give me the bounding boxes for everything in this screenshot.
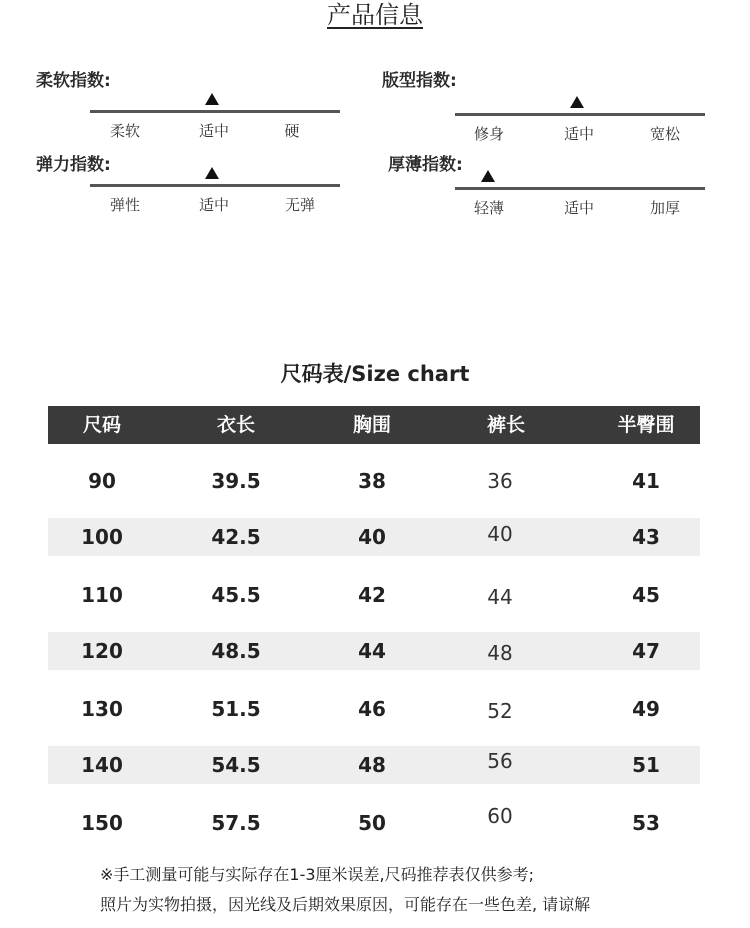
thickness-scale-line [455, 187, 705, 190]
cell-length: 48.5 [211, 639, 261, 663]
fit-marker-icon [570, 96, 584, 108]
cell-hip: 45 [632, 583, 660, 607]
elasticity-index-label: 弹力指数: [36, 155, 111, 175]
table-row [48, 690, 700, 728]
cell-pants-length: 52 [487, 699, 513, 723]
fit-index-label: 版型指数: [382, 71, 457, 91]
cell-size: 100 [81, 525, 123, 549]
cell-chest: 44 [358, 639, 386, 663]
header-hip: 半臀围 [617, 414, 675, 436]
softness-option-soft: 柔软 [109, 122, 140, 140]
elasticity-option-medium: 适中 [198, 196, 229, 214]
cell-hip: 53 [632, 811, 660, 835]
cell-length: 57.5 [211, 811, 261, 835]
softness-scale-line [90, 110, 340, 113]
cell-length: 51.5 [211, 697, 261, 721]
table-row [48, 632, 700, 670]
cell-size: 140 [81, 753, 123, 777]
thickness-option-thin: 轻薄 [473, 199, 504, 217]
header-chest: 胸围 [352, 414, 391, 436]
fit-option-slim: 修身 [473, 125, 504, 143]
cell-length: 45.5 [211, 583, 261, 607]
table-row [48, 462, 700, 500]
cell-hip: 47 [632, 639, 660, 663]
cell-pants-length: 56 [487, 749, 513, 773]
size-table-header [48, 406, 700, 444]
fit-option-loose: 宽松 [649, 125, 680, 143]
elasticity-option-elastic: 弹性 [109, 196, 140, 214]
color-note: 照片为实物拍摄，因光线及后期效果原因，可能存在一些色差, 请谅解 [100, 895, 591, 914]
header-size: 尺码 [82, 414, 121, 436]
softness-option-medium: 适中 [198, 122, 229, 140]
thickness-marker-icon [481, 170, 495, 182]
table-row [48, 518, 700, 556]
cell-length: 39.5 [211, 469, 261, 493]
softness-option-hard: 硬 [284, 122, 300, 140]
cell-size: 110 [81, 583, 123, 607]
cell-size: 120 [81, 639, 123, 663]
cell-chest: 48 [358, 753, 386, 777]
elasticity-marker-icon [205, 167, 219, 179]
cell-size: 150 [81, 811, 123, 835]
cell-chest: 38 [358, 469, 386, 493]
cell-pants-length: 48 [487, 641, 513, 665]
thickness-option-medium: 适中 [563, 199, 594, 217]
thickness-option-thick: 加厚 [649, 199, 680, 217]
cell-size: 130 [81, 697, 123, 721]
cell-chest: 42 [358, 583, 386, 607]
header-length: 衣长 [216, 414, 255, 436]
page-title: 产品信息 [327, 1, 423, 29]
cell-hip: 41 [632, 469, 660, 493]
elasticity-option-none: 无弹 [284, 196, 315, 214]
table-row [48, 804, 700, 842]
softness-marker-icon [205, 93, 219, 105]
cell-pants-length: 36 [487, 469, 513, 493]
fit-scale-line [455, 113, 705, 116]
thickness-index-label: 厚薄指数: [388, 155, 463, 175]
elasticity-scale-line [90, 184, 340, 187]
table-row [48, 746, 700, 784]
cell-length: 54.5 [211, 753, 261, 777]
cell-hip: 51 [632, 753, 660, 777]
header-pants-length: 裤长 [486, 414, 525, 436]
cell-chest: 40 [358, 525, 386, 549]
cell-pants-length: 40 [487, 522, 513, 546]
cell-chest: 46 [358, 697, 386, 721]
fit-option-medium: 适中 [563, 125, 594, 143]
table-row [48, 576, 700, 614]
size-chart-title: 尺码表/Size chart [280, 362, 470, 386]
cell-pants-length: 44 [487, 585, 513, 609]
cell-hip: 43 [632, 525, 660, 549]
cell-chest: 50 [358, 811, 386, 835]
cell-length: 42.5 [211, 525, 261, 549]
cell-size: 90 [88, 469, 116, 493]
measurement-note: ※手工测量可能与实际存在1-3厘米误差,尺码推荐表仅供参考; [100, 865, 535, 884]
cell-pants-length: 60 [487, 804, 513, 828]
softness-index-label: 柔软指数: [36, 71, 111, 91]
cell-hip: 49 [632, 697, 660, 721]
